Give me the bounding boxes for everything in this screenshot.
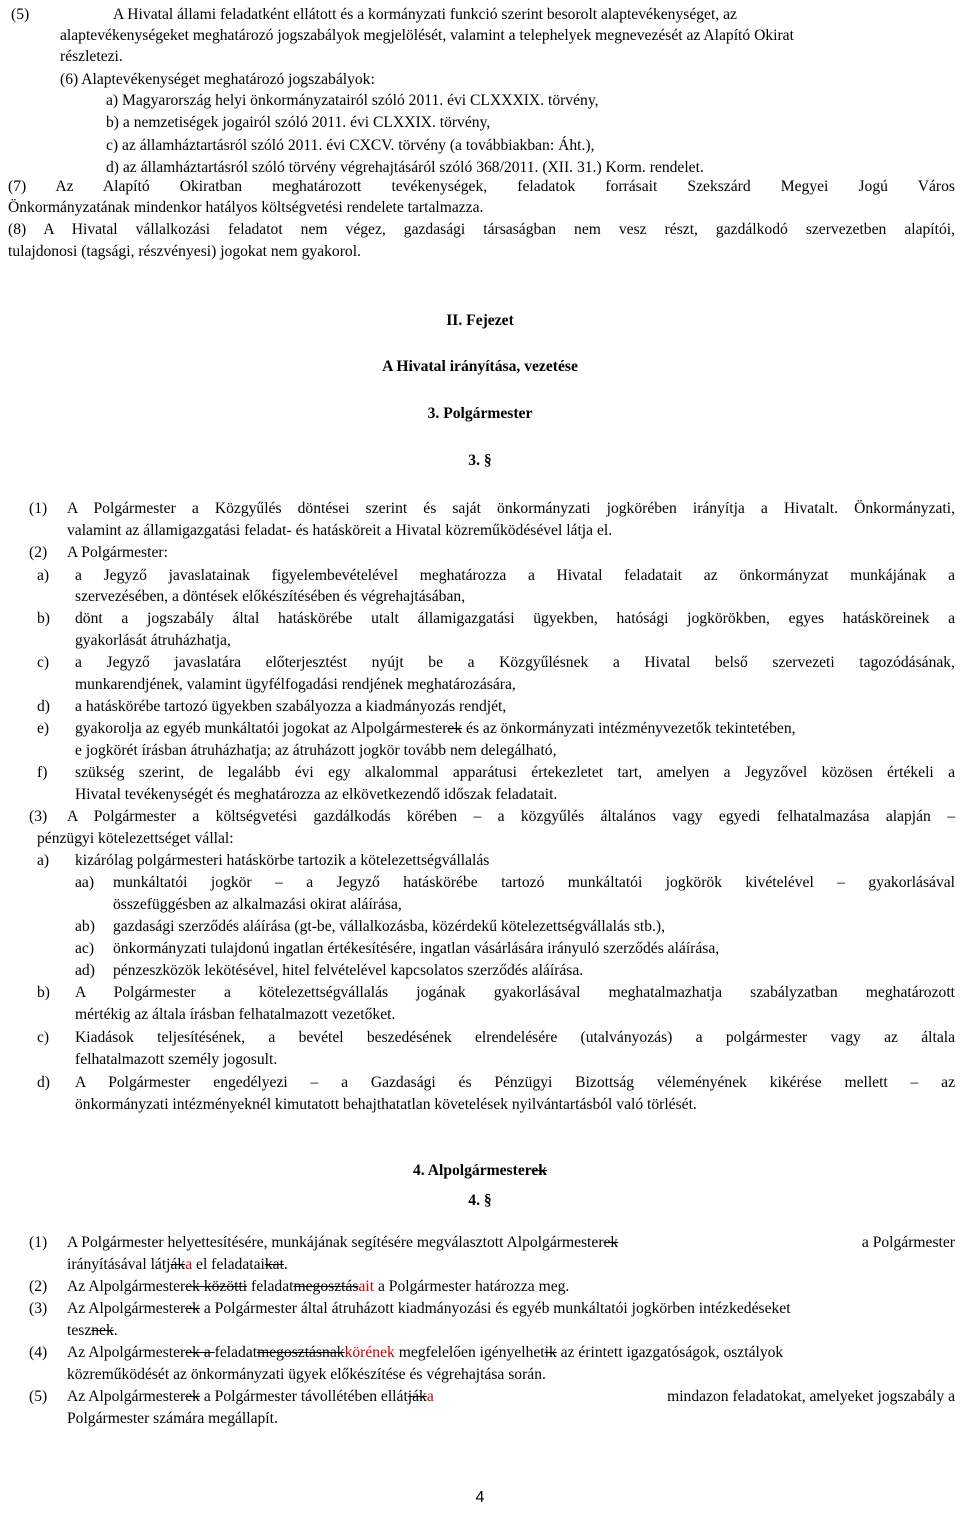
sec8-line-1: (8) A Hivatal vállalkozási feladatot nem végez, gazdasági társaságban nem vesz részt, gazdálkodó szervezetben alapítói, bbox=[8, 221, 955, 238]
p3-2-e-text-b: és az önkormányzati intézményvezetők tekintetében, bbox=[462, 720, 796, 737]
sec6-item-a: a) Magyarország helyi önkormányzatairól szóló 2011. évi CLXXXIX. törvény, bbox=[106, 92, 599, 109]
p3-3-d-line-2: önkormányzati intézményeknél kimutatott behajthatatlan követelések nyilvántartásból való törlését. bbox=[75, 1096, 697, 1113]
p4-4-number: (4) bbox=[29, 1344, 48, 1361]
p4-3-number: (3) bbox=[29, 1300, 48, 1317]
p3-2-b-line-2: gyakorlását átruházhatja, bbox=[75, 632, 231, 649]
p4-3-line-2-struck: nek bbox=[91, 1322, 114, 1339]
p4-2-struck-1: ek közötti bbox=[185, 1278, 248, 1295]
p3-2-e-text-a: gyakorolja az egyéb munkáltatói jogokat az Alpolgármester bbox=[75, 720, 448, 737]
p3-3-a-line-1: kizárólag polgármesteri hatáskörbe tartozik a kötelezettségvállalás bbox=[75, 852, 490, 869]
p3-2-e-struck: ek bbox=[447, 720, 463, 737]
chapter-title: A Hivatal irányítása, vezetése bbox=[382, 358, 578, 375]
p4-5-number: (5) bbox=[29, 1388, 48, 1405]
p3-3-b-label: b) bbox=[37, 984, 50, 1001]
p4-5-struck-2: ják bbox=[407, 1388, 427, 1405]
p3-3-b-line-2: mértékig az általa írásban felhatalmazott vezetőket. bbox=[75, 1006, 396, 1023]
sec6-item-d: d) az államháztartásról szóló törvény végrehajtásáról szóló 368/2011. (XII. 31.) Korm. rendelet. bbox=[106, 159, 704, 176]
p3-2-f-label: f) bbox=[37, 764, 48, 781]
section-3-title: 3. Polgármester bbox=[427, 405, 533, 422]
p3-2-a-line-1: a Jegyző javaslatainak figyelembevételével meghatározza a Hivatal feladatait az önkormányzat munkájának a bbox=[75, 567, 955, 584]
section-4-title bbox=[0, 1161, 960, 1181]
p3-2-number: (2) bbox=[29, 544, 48, 561]
p4-4-struck-3: ik bbox=[544, 1344, 557, 1361]
sec8-line-2: tulajdonosi (tagsági, részvényesi) jogokat nem gyakorol. bbox=[8, 243, 361, 260]
p3-3-ab-label: ab) bbox=[75, 918, 95, 935]
p4-5-struck-1: ek bbox=[185, 1388, 200, 1405]
p4-4-text-a: Az Alpolgármester bbox=[67, 1344, 186, 1361]
p3-3-number: (3) bbox=[29, 808, 48, 825]
p4-1-line-2-c: . bbox=[283, 1256, 288, 1273]
p3-2-b-label: b) bbox=[37, 610, 50, 627]
sec5-number: (5) bbox=[11, 6, 30, 23]
p4-4-line-2: közreműködését az önkormányzati ügyek előkészítése és végrehajtása során. bbox=[67, 1366, 546, 1383]
p4-4-text-c: megfelelően igényelhet bbox=[394, 1344, 545, 1361]
p4-5-text-a: Az Alpolgármester bbox=[67, 1388, 186, 1405]
p3-3-line-2: pénzügyi kötelezettséget vállal: bbox=[37, 830, 234, 847]
p4-4-text-b: feladat bbox=[214, 1344, 258, 1361]
p3-1-number: (1) bbox=[29, 500, 48, 517]
p3-3-ad-label: ad) bbox=[75, 962, 95, 979]
sec7-line-2: Önkormányzatának mindenkor hatályos költségvetési rendelete tartalmazza. bbox=[8, 199, 484, 216]
p4-3-text-b: a Polgármester által átruházott kiadmányozási és egyéb munkáltatói jogkörben intézkedéseket bbox=[199, 1300, 791, 1317]
p3-2-d-line-1: a hatáskörébe tartozó ügyekben szabályozza a kiadmányozás rendjét, bbox=[75, 698, 507, 715]
p4-5-inserted: a bbox=[426, 1388, 434, 1405]
p3-3-d-label: d) bbox=[37, 1074, 50, 1091]
p4-1-struck: ek bbox=[603, 1234, 619, 1251]
p3-2-e-line-1 bbox=[75, 719, 796, 739]
sec6-heading: (6) Alaptevékenységet meghatározó jogszabályok: bbox=[60, 71, 375, 88]
sec6-item-b: b) a nemzetiségek jogairól szóló 2011. évi CLXXIX. törvény, bbox=[106, 114, 491, 131]
p4-2-number: (2) bbox=[29, 1278, 48, 1295]
p3-3-line-1: A Polgármester a költségvetési gazdálkodás körében – a közgyűlés általános vagy egyedi felhatalmazása alapján – bbox=[67, 808, 955, 825]
section-4-title-struck: ek bbox=[531, 1162, 547, 1179]
p3-3-ad-line-1: pénzeszközök lekötésével, hitel felvételével kapcsolatos szerződés aláírása. bbox=[113, 962, 584, 979]
p4-3-text-a: Az Alpolgármester bbox=[67, 1300, 186, 1317]
p4-1-text-a: A Polgármester helyettesítésére, munkájának segítésére megválasztott Alpolgármester bbox=[67, 1234, 604, 1251]
p4-1-text-b: a Polgármester bbox=[861, 1234, 955, 1251]
p3-2-a-label: a) bbox=[37, 567, 50, 584]
p4-1-line-2-b: el feladatai bbox=[192, 1256, 265, 1273]
p4-1-line-2-struck: ák bbox=[170, 1256, 186, 1273]
p4-4-struck-1: ek a bbox=[185, 1344, 215, 1361]
p3-2-c-label: c) bbox=[37, 654, 50, 671]
p3-3-aa-line-2: összefüggésben az alkalmazási okirat aláírása, bbox=[113, 896, 402, 913]
p4-2-line-1 bbox=[67, 1277, 569, 1297]
p3-2-b-line-1: dönt a jogszabály által hatáskörébe utalt államigazgatási ügyekben, hatósági jogkörökben, egyes hatásköreinek a bbox=[75, 610, 955, 627]
sec7-line-1: (7) Az Alapító Okiratban meghatározott tevékenységek, feladatok forrásait Szekszárd Megyei Jogú Város bbox=[8, 178, 955, 195]
chapter-heading: II. Fejezet bbox=[446, 312, 514, 329]
p3-3-c-line-2: felhatalmazott személy jogosult. bbox=[75, 1051, 278, 1068]
p4-3-line-1 bbox=[67, 1299, 791, 1319]
sec6-item-c: c) az államháztartásról szóló 2011. évi CXCV. törvény (a továbbiakban: Áht.), bbox=[106, 137, 595, 154]
p3-3-ac-line-1: önkormányzati tulajdonú ingatlan értékesítésére, ingatlan vásárlására irányuló szerződés aláírása, bbox=[113, 940, 720, 957]
p3-2-c-line-2: munkarendjének, valamint ügyfélfogadási rendjének meghatározására, bbox=[75, 676, 516, 693]
p3-3-ab-line-1: gazdasági szerződés aláírása (gt-be, vállalkozásba, közérdekű kötelezettségvállalás stb.), bbox=[113, 918, 666, 935]
p3-2-c-line-1: a Jegyző javaslatára előterjesztést nyújt be a Közgyűlésnek a Hivatal belső szervezeti tagozódásának, bbox=[75, 654, 955, 671]
p4-1-number: (1) bbox=[29, 1234, 48, 1251]
p4-2-text-a: Az Alpolgármester bbox=[67, 1278, 186, 1295]
p3-2-heading: A Polgármester: bbox=[67, 544, 168, 561]
p3-3-a-label: a) bbox=[37, 852, 50, 869]
p4-1-line-1 bbox=[67, 1233, 955, 1253]
p4-1-line-2-struck-2: kat bbox=[264, 1256, 284, 1273]
p4-4-inserted: körének bbox=[344, 1344, 395, 1361]
paragraph-3-symbol: 3. § bbox=[468, 452, 492, 469]
p3-2-e-line-2: e jogkörét írásban átruházhatja; az átruházott jogkör tovább nem delegálható, bbox=[75, 742, 557, 759]
p4-5-line-1-main bbox=[67, 1387, 434, 1407]
p4-2-struck-2: megosztás bbox=[293, 1278, 359, 1295]
section-4-title-text: 4. Alpolgármester bbox=[413, 1162, 532, 1179]
p3-3-ac-label: ac) bbox=[75, 940, 95, 957]
sec5-line-1: A Hivatal állami feladatként ellátott és a kormányzati funkció szerint besorolt alaptevékenységet, az bbox=[113, 6, 737, 23]
p4-5-text-c: mindazon feladatokat, amelyeket jogszabály a bbox=[667, 1388, 955, 1405]
sec5-line-2: alaptevékenységeket meghatározó jogszabályok megjelölését, valamint a telephelyek megnevezését az Alapító Okirat bbox=[60, 27, 794, 44]
p3-2-d-label: d) bbox=[37, 698, 50, 715]
p3-1-line-2: valamint az államigazgatási feladat- és hatásköreit a Hivatal közreműködésével látja el. bbox=[67, 522, 613, 539]
p4-2-inserted: ait bbox=[358, 1278, 375, 1295]
p4-1-line-1-main bbox=[67, 1233, 618, 1253]
p3-3-c-label: c) bbox=[37, 1029, 50, 1046]
page-number: 4 bbox=[475, 1489, 485, 1506]
p3-2-f-line-1: szükség szerint, de legalább évi egy alkalommal apparátusi értekezletet tart, amelyen a Jegyzővel közösen értékeli a bbox=[75, 764, 955, 781]
p3-3-aa-line-1: munkáltatói jogkör – a Jegyző hatáskörébe tartozó munkáltatói jogkörök kivételével – gyakorlásával bbox=[113, 874, 955, 891]
p4-5-line-1 bbox=[67, 1387, 955, 1407]
sec5-line-3: részletezi. bbox=[60, 48, 123, 65]
p3-3-b-line-1: A Polgármester a kötelezettségvállalás jogának gyakorlásával meghatalmazhatja szabályzatban meghatározott bbox=[75, 984, 955, 1001]
p3-3-c-line-1: Kiadások teljesítésének, a bevétel beszedésének elrendelésére (utalványozás) a polgármester vagy az általa bbox=[75, 1029, 955, 1046]
p4-3-line-2-a: tesz bbox=[67, 1322, 92, 1339]
p4-1-line-2-inserted: a bbox=[185, 1256, 193, 1273]
p3-3-d-line-1: A Polgármester engedélyezi – a Gazdasági és Pénzügyi Bizottság véleményének kikérése mellett – az bbox=[75, 1074, 955, 1091]
p3-3-aa-label: aa) bbox=[75, 874, 95, 891]
p4-1-line-2 bbox=[67, 1255, 288, 1275]
p3-1-line-1: A Polgármester a Közgyűlés döntései szerint és saját önkormányzati jogkörében irányítja a Hivatalt. Önkormányzati, bbox=[67, 500, 955, 517]
p4-5-line-2: Polgármester számára megállapít. bbox=[67, 1410, 278, 1427]
p4-5-text-b: a Polgármester távollétében ellát bbox=[199, 1388, 408, 1405]
p4-4-line-1 bbox=[67, 1343, 783, 1363]
p4-3-struck: ek bbox=[185, 1300, 200, 1317]
p4-1-line-2-a: irányításával látj bbox=[67, 1256, 171, 1273]
p3-2-f-line-2: Hivatal tevékenységét és meghatározza az elkövetkezendő időszak feladatait. bbox=[75, 786, 558, 803]
p3-2-a-line-2: szervezésében, a döntések előkészítésében és végrehajtásában, bbox=[75, 588, 466, 605]
p4-3-line-2 bbox=[67, 1321, 118, 1341]
p4-4-text-d: az érintett igazgatóságok, osztályok bbox=[556, 1344, 784, 1361]
p4-2-text-c: a Polgármester határozza meg. bbox=[374, 1278, 570, 1295]
p4-4-struck-2: megosztásnak bbox=[257, 1344, 345, 1361]
paragraph-4-symbol: 4. § bbox=[468, 1192, 492, 1209]
p4-3-line-2-b: . bbox=[113, 1322, 118, 1339]
p3-2-e-label: e) bbox=[37, 720, 50, 737]
p4-2-text-b: feladat bbox=[247, 1278, 294, 1295]
